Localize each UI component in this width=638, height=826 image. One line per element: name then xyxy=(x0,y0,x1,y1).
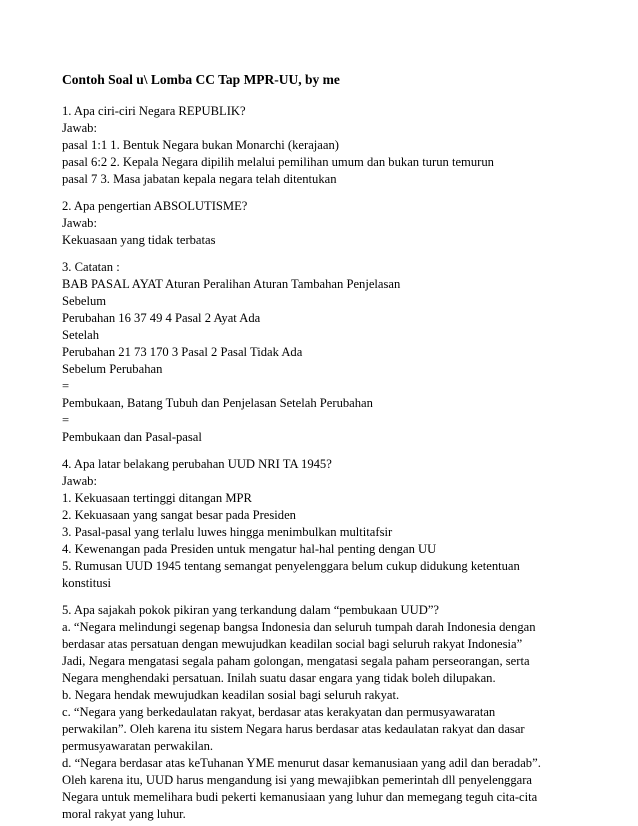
section-spacer xyxy=(62,249,602,259)
text-line: Jawab: xyxy=(62,216,97,230)
question-section xyxy=(62,602,602,823)
section-spacer xyxy=(62,188,602,198)
text-line: permusyawaratan perwakilan. xyxy=(62,739,214,753)
text-line: 5. Rumusan UUD 1945 tentang semangat penyelenggara belum cukup didukung ketentuan xyxy=(62,559,520,573)
text-line: Sebelum Perubahan xyxy=(62,362,163,376)
text-line: BAB PASAL AYAT Aturan Peralihan Aturan Tambahan Penjelasan xyxy=(62,277,401,291)
text-line: c. “Negara yang berkedaulatan rakyat, berdasar atas kerakyatan dan permusyawaratan xyxy=(62,705,496,719)
document-page xyxy=(62,71,602,823)
text-line: 2. Kekuasaan yang sangat besar pada Presiden xyxy=(62,508,296,522)
text-line: moral rakyat yang luhur. xyxy=(62,807,186,821)
text-line: 1. Apa ciri-ciri Negara REPUBLIK? xyxy=(62,104,246,118)
text-line: 4. Kewenangan pada Presiden untuk mengatur hal-hal penting dengan UU xyxy=(62,542,437,556)
text-line: = xyxy=(62,413,70,427)
text-line: Jawab: xyxy=(62,474,97,488)
text-line: Pembukaan dan Pasal-pasal xyxy=(62,430,202,444)
text-line: a. “Negara melindungi segenap bangsa Indonesia dan seluruh tumpah darah Indonesia dengan xyxy=(62,620,536,634)
text-line: Pembukaan, Batang Tubuh dan Penjelasan Setelah Perubahan xyxy=(62,396,373,410)
document-title: Contoh Soal u\ Lomba CC Tap MPR-UU, by me xyxy=(62,72,340,87)
text-line: 4. Apa latar belakang perubahan UUD NRI TA 1945? xyxy=(62,457,332,471)
question-section xyxy=(62,103,602,188)
section-spacer xyxy=(62,446,602,456)
text-line: perwakilan”. Oleh karena itu sistem Negara harus berdasar atas kedaulatan rakyat dan dasar xyxy=(62,722,525,736)
text-line: Jadi, Negara mengatasi segala paham golongan, mengatasi segala paham perseorangan, serta xyxy=(62,654,530,668)
text-line: pasal 7 3. Masa jabatan kepala negara telah ditentukan xyxy=(62,172,337,186)
text-line: Perubahan 21 73 170 3 Pasal 2 Pasal Tidak Ada xyxy=(62,345,303,359)
text-line: 3. Catatan : xyxy=(62,260,120,274)
text-line: pasal 1:1 1. Bentuk Negara bukan Monarchi (kerajaan) xyxy=(62,138,339,152)
text-line: 3. Pasal-pasal yang terlalu luwes hingga menimbulkan multitafsir xyxy=(62,525,393,539)
text-line: 5. Apa sajakah pokok pikiran yang terkandung dalam “pembukaan UUD”? xyxy=(62,603,439,617)
text-line: Perubahan 16 37 49 4 Pasal 2 Ayat Ada xyxy=(62,311,261,325)
question-section xyxy=(62,456,602,592)
text-line: konstitusi xyxy=(62,576,111,590)
text-line: Kekuasaan yang tidak terbatas xyxy=(62,233,216,247)
question-list xyxy=(62,103,602,823)
text-line: 1. Kekuasaan tertinggi ditangan MPR xyxy=(62,491,252,505)
question-section xyxy=(62,198,602,249)
text-line: pasal 6:2 2. Kepala Negara dipilih melalui pemilihan umum dan bukan turun temurun xyxy=(62,155,494,169)
text-line: 2. Apa pengertian ABSOLUTISME? xyxy=(62,199,248,213)
text-line: Sebelum xyxy=(62,294,107,308)
text-line: Negara menghendaki persatuan. Inilah suatu dasar engara yang tidak boleh dilupakan. xyxy=(62,671,496,685)
text-line: b. Negara hendak mewujudkan keadilan sosial bagi seluruh rakyat. xyxy=(62,688,400,702)
question-section xyxy=(62,259,602,446)
text-line: Setelah xyxy=(62,328,100,342)
text-line: Negara untuk memelihara budi pekerti kemanusiaan yang luhur dan memegang teguh cita-cita xyxy=(62,790,538,804)
text-line: = xyxy=(62,379,70,393)
section-spacer xyxy=(62,592,602,602)
text-line: berdasar atas persatuan dengan mewujudkan keadilan social bagi seluruh rakyat Indonesia” xyxy=(62,637,523,651)
text-line: Jawab: xyxy=(62,121,97,135)
text-line: d. “Negara berdasar atas keTuhanan YME menurut dasar kemanusiaan yang adil dan beradab”. xyxy=(62,756,541,770)
text-line: Oleh karena itu, UUD harus mengandung isi yang mewajibkan pemerintah dll penyelenggara xyxy=(62,773,533,787)
